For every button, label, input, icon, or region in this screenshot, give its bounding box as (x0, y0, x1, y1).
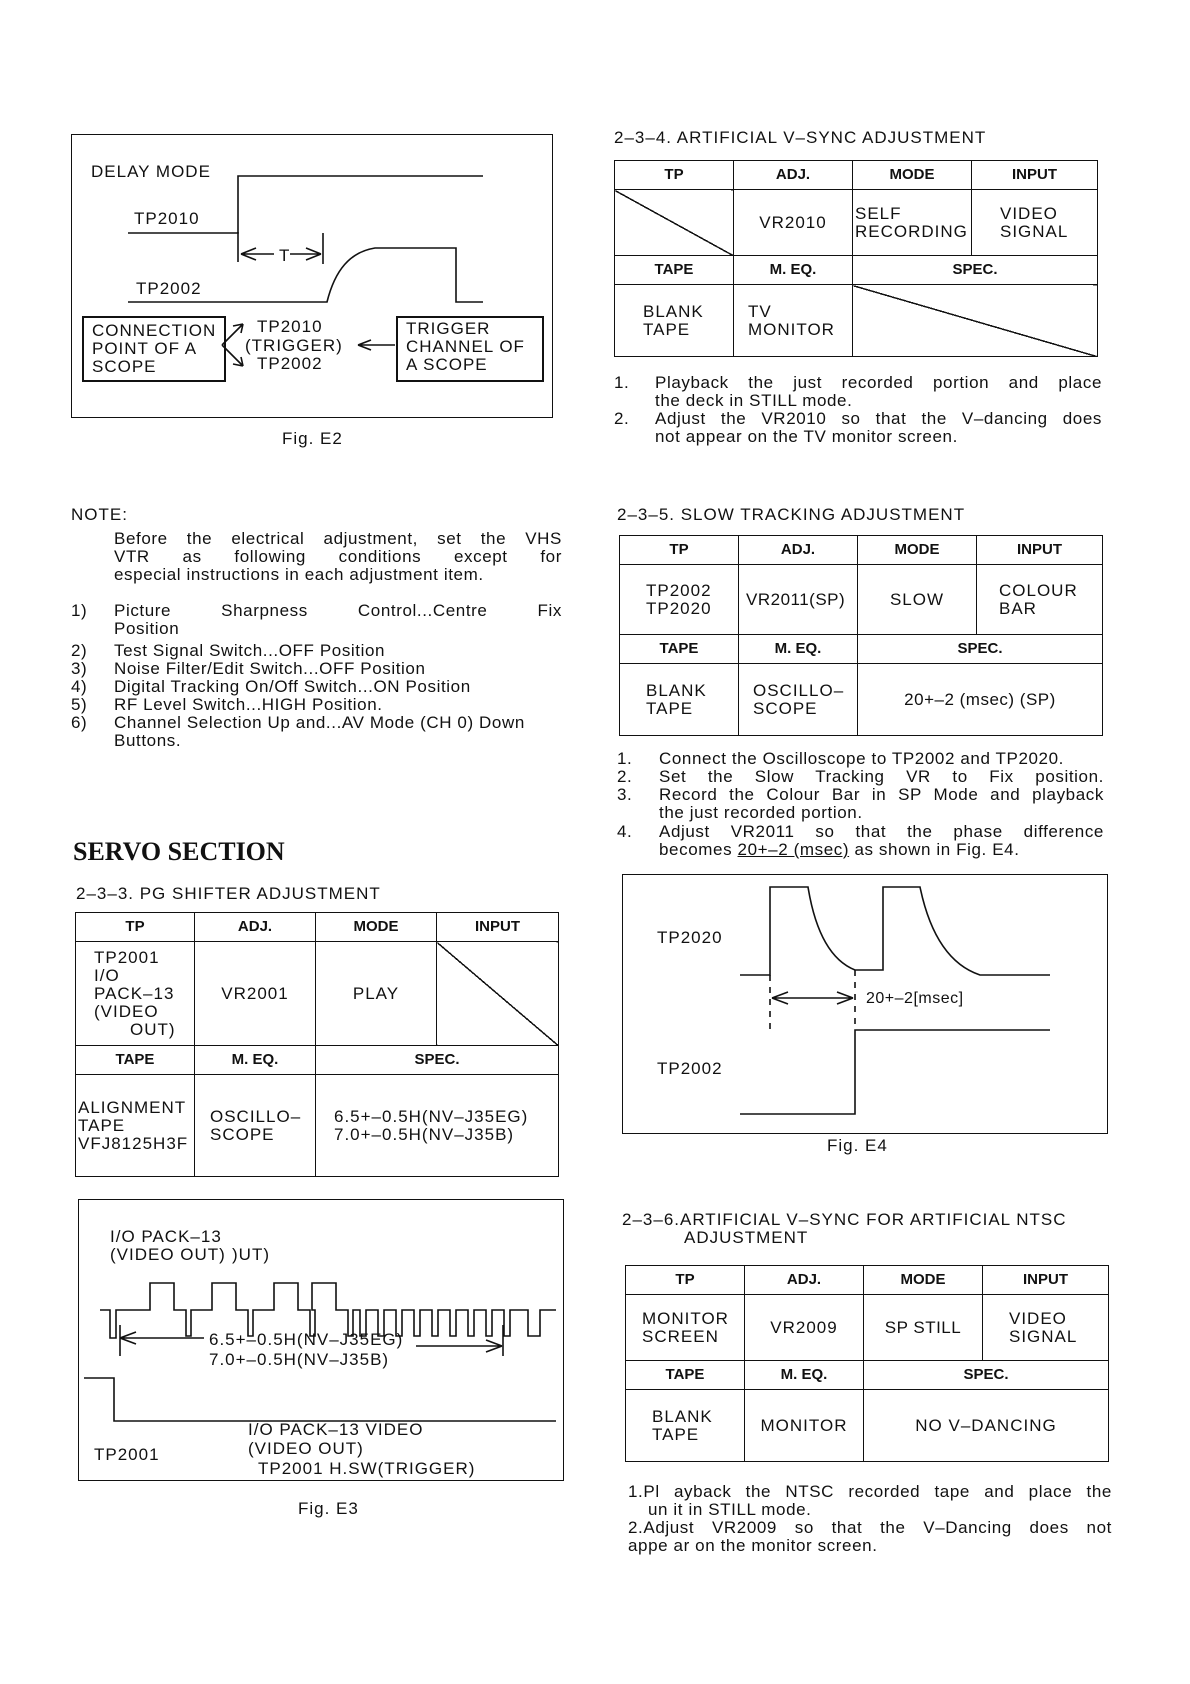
col-mode: MODE (853, 161, 972, 190)
note-intro-line-2: VTR as following conditions except for (114, 547, 562, 566)
step-num: 2. (614, 409, 630, 428)
meq-line-2: SCOPE (210, 1124, 275, 1144)
col-meq: M. EQ. (739, 635, 858, 664)
col-tape: TAPE (626, 1361, 745, 1390)
col-tp: TP (620, 536, 739, 565)
spec-cell: NO V–DANCING (864, 1390, 1109, 1462)
trig-line-3: A SCOPE (406, 355, 488, 374)
stray-text: )UT) (232, 1245, 270, 1264)
step-text-2u: 20+–2 (msec) (737, 840, 850, 859)
col-input: INPUT (983, 1266, 1109, 1295)
e3-bottom-line-2: (VIDEO OUT) (248, 1439, 364, 1458)
meq-line-1: OSCILLO– (753, 680, 845, 700)
io-pack-label: I/O PACK–13 (110, 1227, 222, 1246)
step-text: Record the Colour Bar in SP Mode and playback (659, 785, 1104, 804)
tape-line-1: ALIGNMENT (78, 1097, 187, 1117)
mode-line-1: SELF (855, 203, 902, 223)
col-meq: M. EQ. (745, 1361, 864, 1390)
tape-cell (626, 1390, 745, 1462)
slow-tracking-title: 2–3–5. SLOW TRACKING ADJUSTMENT (617, 505, 966, 524)
ntsc-table (625, 1265, 1109, 1462)
note-item-num: 2) (71, 641, 88, 660)
vsync-title: 2–3–4. ARTIFICIAL V–SYNC ADJUSTMENT (614, 128, 987, 147)
tape-line-2: TAPE (78, 1115, 126, 1135)
tape-line-2: TAPE (652, 1424, 700, 1444)
conn-line-3: SCOPE (92, 357, 157, 376)
note-item-num: 5) (71, 695, 88, 714)
adj-cell: VR2010 (734, 190, 853, 256)
col-spec: SPEC. (853, 256, 1098, 285)
e3-bottom-line-3: TP2001 H.SW(TRIGGER) (258, 1459, 476, 1478)
input-line-2: SIGNAL (1000, 221, 1069, 241)
step-text: Playback the just recorded portion and place (655, 373, 1102, 392)
e4-tp2020: TP2020 (657, 928, 723, 947)
col-tp: TP (76, 913, 195, 942)
meq-cell: MONITOR (745, 1390, 864, 1462)
col-tape: TAPE (615, 256, 734, 285)
pg-shifter-title: 2–3–3. PG SHIFTER ADJUSTMENT (76, 884, 381, 903)
video-out-label: (VIDEO OUT) (110, 1245, 226, 1264)
input-cell (983, 1295, 1109, 1361)
mode-line-2: RECORDING (855, 221, 968, 241)
meq-line-2: MONITOR (748, 319, 835, 339)
tape-line-2: TAPE (643, 319, 691, 339)
step-text-2: the deck in STILL mode. (655, 391, 853, 410)
col-input: INPUT (972, 161, 1098, 190)
e4-tp2002: TP2002 (657, 1059, 723, 1078)
delay-t-label: T (279, 246, 291, 265)
col-input: INPUT (977, 536, 1103, 565)
mid-tp2002: TP2002 (257, 354, 323, 373)
step-text-2a: becomes (659, 840, 738, 859)
ntsc-title-line-1: 2–3–6.ARTIFICIAL V–SYNC FOR ARTIFICIAL NTSC (622, 1210, 1067, 1229)
step-num: 4. (617, 822, 633, 841)
tape-line-3: VFJ8125H3F (78, 1133, 189, 1153)
tp-line-2: SCREEN (642, 1326, 719, 1346)
step-text: Adjust VR2011 so that the phase difference (659, 822, 1104, 841)
col-tp: TP (626, 1266, 745, 1295)
note-label: NOTE: (71, 505, 128, 524)
note-item-text: Test Signal Switch...OFF Position (114, 641, 386, 660)
tp-line-1: TP2002 (646, 580, 712, 600)
note-item-text: Picture Sharpness Control...Centre Fix (114, 601, 562, 620)
mid-trigger: (TRIGGER) (245, 336, 343, 355)
ntsc-step-1-line-1: 1.Pl ayback the NTSC recorded tape and place the (628, 1482, 1112, 1501)
step-num: 1. (614, 373, 630, 392)
e4-delta-label: 20+–2[msec] (866, 990, 964, 1007)
col-spec: SPEC. (864, 1361, 1109, 1390)
col-input: INPUT (437, 913, 559, 942)
step-text: Adjust the VR2010 so that the V–dancing does (655, 409, 1102, 428)
meq-line-1: TV (748, 301, 772, 321)
conn-line-1: CONNECTION (92, 321, 217, 340)
step-text-2b: as shown in Fig. E4. (849, 840, 1020, 859)
conn-line-2: POINT OF A (92, 339, 198, 358)
col-adj: ADJ. (734, 161, 853, 190)
input-line-1: VIDEO (1009, 1308, 1067, 1328)
col-tp: TP (615, 161, 734, 190)
note-item-text: Noise Filter/Edit Switch...OFF Position (114, 659, 426, 678)
meq-line-1: OSCILLO– (210, 1106, 302, 1126)
step-text: Connect the Oscilloscope to TP2002 and TP2020. (659, 749, 1064, 768)
col-mode: MODE (316, 913, 437, 942)
tape-line-1: BLANK (643, 301, 704, 321)
mid-tp2010: TP2010 (257, 317, 323, 336)
step-text-2: not appear on the TV monitor screen. (655, 427, 958, 446)
input-line-1: COLOUR (999, 580, 1078, 600)
input-line-2: SIGNAL (1009, 1326, 1078, 1346)
step-text: Set the Slow Tracking VR to Fix position. (659, 767, 1104, 786)
fig-e2-caption: Fig. E2 (282, 429, 343, 448)
ntsc-steps (628, 1483, 1112, 1555)
tp-line-2: I/O (94, 965, 120, 985)
tp-line-1: TP2001 (94, 947, 160, 967)
note-intro-line-1: Before the electrical adjustment, set the VHS (114, 529, 562, 548)
tape-line-2: TAPE (646, 698, 694, 718)
note-item-text: Digital Tracking On/Off Switch...ON Position (114, 677, 471, 696)
e3-width-line-2: 7.0+–0.5H(NV–J35B) (209, 1350, 390, 1369)
col-tape: TAPE (620, 635, 739, 664)
fig-e3-caption: Fig. E3 (298, 1499, 359, 1518)
col-adj: ADJ. (745, 1266, 864, 1295)
adj-cell: VR2011(SP) (739, 565, 858, 635)
adj-cell: VR2001 (195, 942, 316, 1046)
note-item-num: 6) (71, 713, 88, 732)
tape-line-1: BLANK (652, 1406, 713, 1426)
spec-cell: 20+–2 (msec) (SP) (858, 664, 1103, 736)
tape-line-1: BLANK (646, 680, 707, 700)
tp-line-3: PACK–13 (94, 983, 175, 1003)
input-line-2: BAR (999, 598, 1037, 618)
note-item-text: Channel Selection Up and...AV Mode (CH 0) Down (114, 713, 525, 732)
e3-tp2001: TP2001 (94, 1445, 160, 1464)
ntsc-step-2-line-1: 2.Adjust VR2009 so that the V–Dancing does not (628, 1518, 1112, 1537)
note-item-num: 4) (71, 677, 88, 696)
col-meq: M. EQ. (195, 1046, 316, 1075)
col-tape: TAPE (76, 1046, 195, 1075)
step-text-2: the just recorded portion. (659, 803, 863, 822)
adj-cell: VR2009 (745, 1295, 864, 1361)
mode-cell: SP STILL (864, 1295, 983, 1361)
spec-line-2: 7.0+–0.5H(NV–J35B) (334, 1124, 515, 1144)
trig-line-2: CHANNEL OF (406, 337, 525, 356)
spec-line-1: 6.5+–0.5H(NV–J35EG) (334, 1106, 529, 1126)
input-line-1: VIDEO (1000, 203, 1058, 223)
e3-bottom-line-1: I/O PACK–13 VIDEO (248, 1420, 424, 1439)
col-mode: MODE (858, 536, 977, 565)
tp-line-1: MONITOR (642, 1308, 729, 1328)
col-spec: SPEC. (858, 635, 1103, 664)
note-item-num: 1) (71, 601, 88, 620)
tp-cell (626, 1295, 745, 1361)
tp2010-label: TP2010 (134, 209, 200, 228)
fig-e4-caption: Fig. E4 (827, 1136, 888, 1155)
mode-cell: SLOW (858, 565, 977, 635)
mode-cell: PLAY (316, 942, 437, 1046)
meq-line-2: SCOPE (753, 698, 818, 718)
note-intro-line-3: especial instructions in each adjustment item. (114, 565, 484, 584)
note-item-text-2: Position (114, 619, 180, 638)
step-num: 2. (617, 767, 633, 786)
ntsc-step-1-line-2: un it in STILL mode. (648, 1500, 812, 1519)
step-num: 1. (617, 749, 633, 768)
tp-line-2: TP2020 (646, 598, 712, 618)
trig-line-1: TRIGGER (406, 319, 491, 338)
tp-line-5: OUT) (130, 1019, 176, 1039)
col-mode: MODE (864, 1266, 983, 1295)
step-num: 3. (617, 785, 633, 804)
col-adj: ADJ. (739, 536, 858, 565)
e3-width-line-1: 6.5+–0.5H(NV–J35EG) (209, 1330, 404, 1349)
note-item-text: RF Level Switch...HIGH Position. (114, 695, 383, 714)
col-spec: SPEC. (316, 1046, 559, 1075)
col-adj: ADJ. (195, 913, 316, 942)
ntsc-step-2-line-2: appe ar on the monitor screen. (628, 1536, 878, 1555)
delay-mode-label: DELAY MODE (91, 162, 211, 181)
tp-line-4: (VIDEO (94, 1001, 159, 1021)
col-meq: M. EQ. (734, 256, 853, 285)
ntsc-title-line-2: ADJUSTMENT (684, 1228, 809, 1247)
servo-section-heading: SERVO SECTION (73, 837, 285, 866)
note-item-num: 3) (71, 659, 88, 678)
note-item-text-2: Buttons. (114, 731, 182, 750)
tp2002-label: TP2002 (136, 279, 202, 298)
